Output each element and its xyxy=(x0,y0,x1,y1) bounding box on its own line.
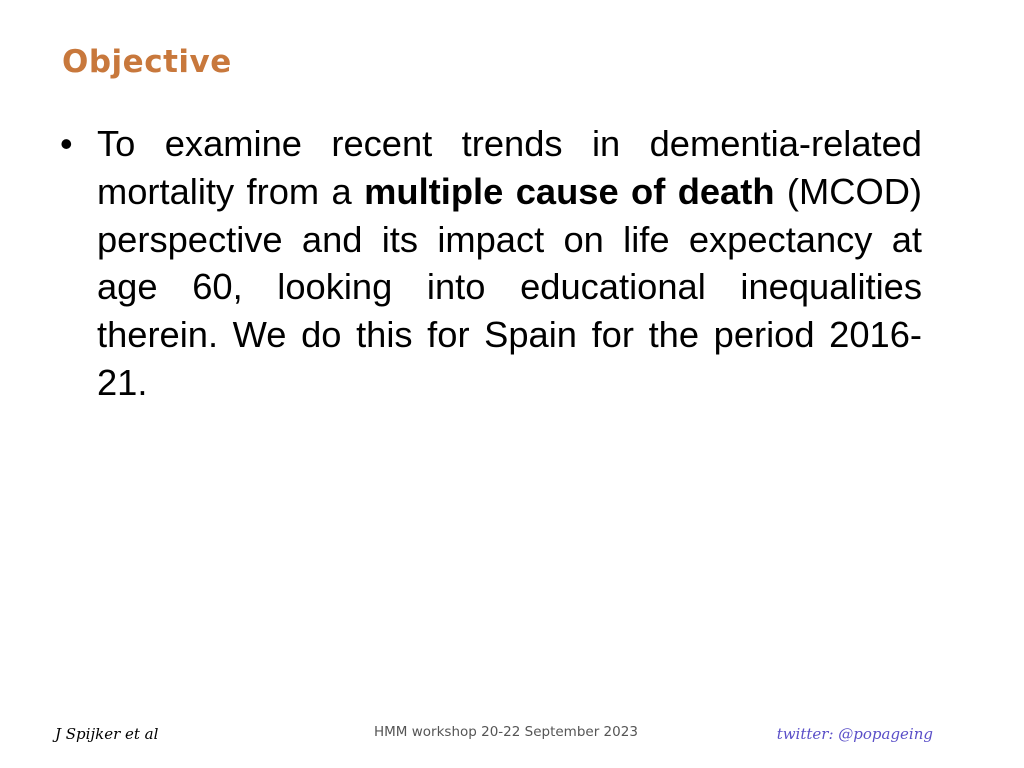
bullet-text-before: To examine recent trends in dementia-related mortality from a xyxy=(97,123,922,212)
bullet-list xyxy=(56,120,922,407)
slide-title: Objective xyxy=(62,44,232,80)
bullet-text xyxy=(97,120,922,407)
bullet-text-bold: multiple cause of death xyxy=(364,170,775,212)
footer-event: HMM workshop 20-22 September 2023 xyxy=(374,724,638,740)
bullet-text-after: (MCOD) perspective and its impact on life expectancy at age 60, looking into educational inequalities therein. We do this for Spain for the period 2016-21. xyxy=(97,170,922,403)
footer-twitter: twitter: @popageing xyxy=(776,725,933,743)
bullet-item xyxy=(56,120,922,407)
footer-author: J Spijker et al xyxy=(55,725,159,743)
slide-content xyxy=(56,120,922,407)
bullet-icon: • xyxy=(60,123,73,164)
